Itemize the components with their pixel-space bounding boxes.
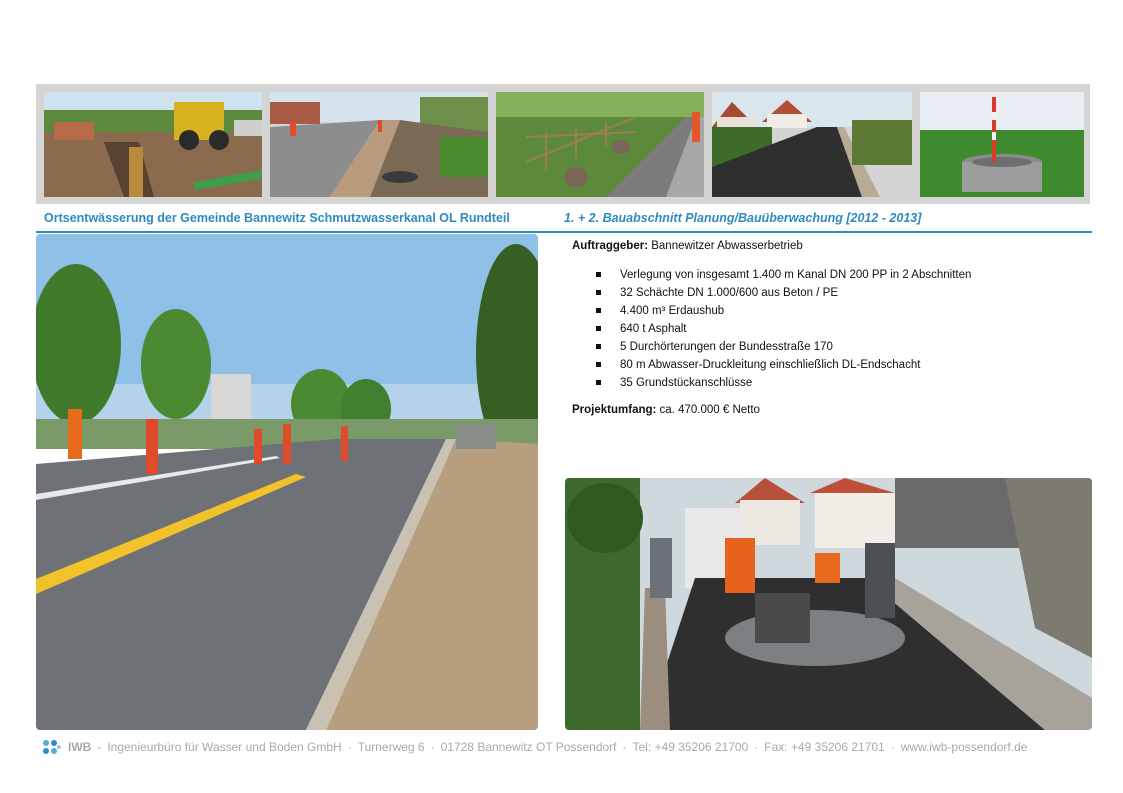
project-phase-title: 1. + 2. Bauabschnitt Planung/Bauüberwachung [2012 - 2013] <box>564 211 922 225</box>
client-line <box>572 240 1082 252</box>
photo-strip <box>36 84 1090 204</box>
list-item: 80 m Abwasser-Druckleitung einschließlich DL-Endschacht <box>572 356 1082 374</box>
company-logo-icon <box>42 739 62 757</box>
main-street-photo <box>36 234 538 730</box>
thumb-fence-sidewalk-photo <box>496 92 704 197</box>
page-title: Ortsentwässerung der Gemeinde Bannewitz Schmutzwasserkanal OL Rundteil <box>44 211 510 225</box>
footer: IWB - Ingenieurbüro für Wasser und Boden GmbH · Turnerweg 6 · 01728 Bannewitz OT Possendorf · Tel: +49 35206 21700 · Fax: +49 35206 21701 · www.iwb-possendorf.de <box>42 739 1102 759</box>
thumb-excavation-photo <box>44 92 262 197</box>
thumb-manhole-field-photo <box>920 92 1084 197</box>
title-divider <box>36 231 1092 233</box>
scope-label: Projektumfang: <box>572 404 657 416</box>
footer-phone: Tel: +49 35206 21700 <box>632 740 749 755</box>
title-row <box>44 211 1094 231</box>
list-item: 5 Durchörterungen der Bundesstraße 170 <box>572 338 1082 356</box>
list-item: 32 Schächte DN 1.000/600 aus Beton / PE <box>572 284 1082 302</box>
list-item: 640 t Asphalt <box>572 320 1082 338</box>
thumb-road-works-photo <box>270 92 488 197</box>
footer-web[interactable]: www.iwb-possendorf.de <box>900 740 1028 755</box>
thumb-new-road-photo <box>712 92 912 197</box>
list-item: Verlegung von insgesamt 1.400 m Kanal DN 200 PP in 2 Abschnitten <box>572 266 1082 284</box>
project-items-list <box>572 266 1082 392</box>
footer-fax: Fax: +49 35206 21701 <box>764 740 885 755</box>
scope-line <box>572 404 1082 416</box>
list-item: 4.400 m³ Erdaushub <box>572 302 1082 320</box>
project-info <box>572 240 1082 416</box>
footer-name: Ingenieurbüro für Wasser und Boden GmbH <box>107 740 342 755</box>
list-item: 35 Grundstückanschlüsse <box>572 374 1082 392</box>
footer-street: Turnerweg 6 <box>357 740 425 755</box>
scope-value: ca. 470.000 € Netto <box>659 404 760 416</box>
asphalt-work-photo <box>565 478 1092 730</box>
footer-company: IWB <box>68 740 92 755</box>
client-label: Auftraggeber: <box>572 240 649 252</box>
footer-city: 01728 Bannewitz OT Possendorf <box>440 740 617 755</box>
client-value: Bannewitzer Abwasserbetrieb <box>651 240 803 252</box>
